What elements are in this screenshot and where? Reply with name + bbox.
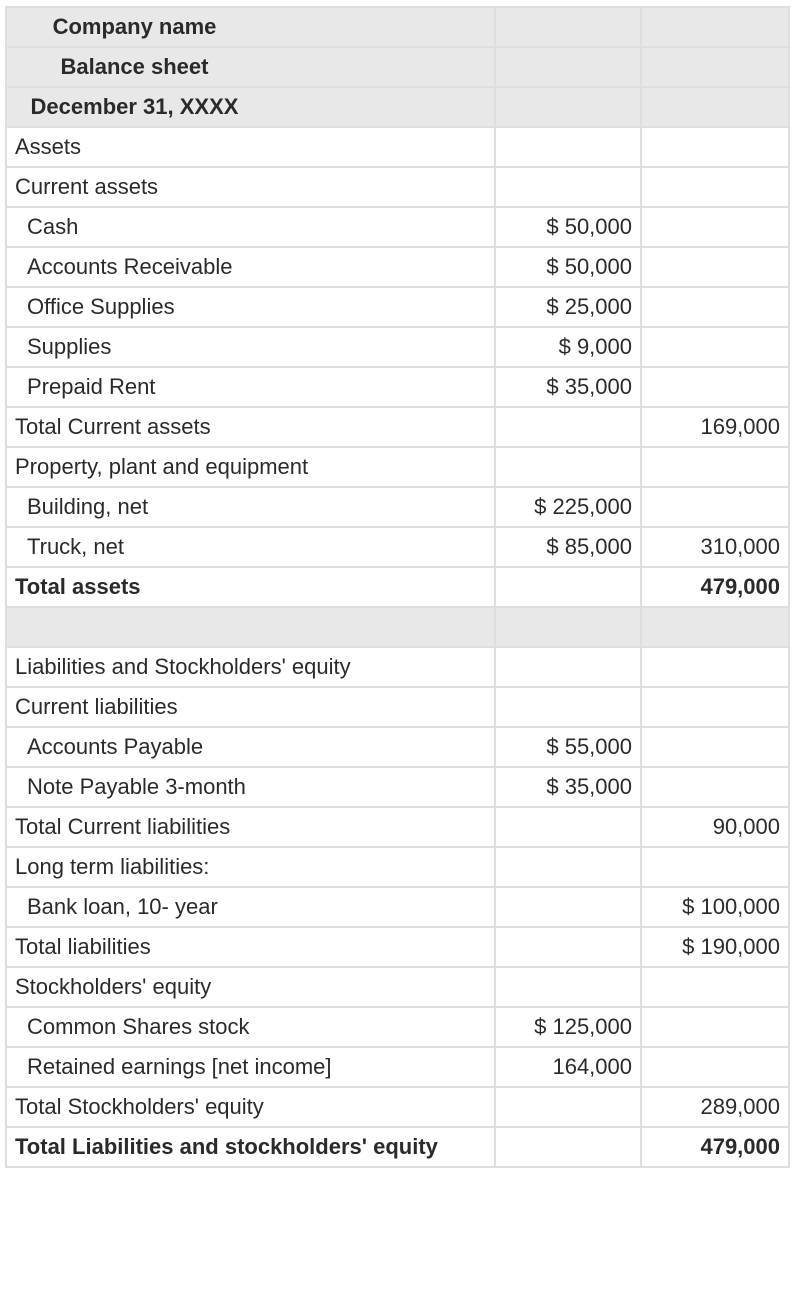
company-name: Company name bbox=[6, 7, 495, 47]
detail-amount: $ 85,000 bbox=[495, 527, 641, 567]
total-amount bbox=[641, 767, 789, 807]
balance-sheet bbox=[5, 6, 788, 1168]
detail-amount bbox=[495, 1127, 641, 1167]
row-label: Total Current liabilities bbox=[6, 807, 495, 847]
row-label: Prepaid Rent bbox=[6, 367, 495, 407]
header-row-company bbox=[6, 7, 789, 47]
detail-amount: $ 9,000 bbox=[495, 327, 641, 367]
total-amount bbox=[641, 207, 789, 247]
total-amount bbox=[641, 967, 789, 1007]
detail-amount bbox=[495, 687, 641, 727]
detail-amount bbox=[495, 127, 641, 167]
detail-amount bbox=[495, 167, 641, 207]
total-amount: 310,000 bbox=[641, 527, 789, 567]
detail-amount bbox=[495, 447, 641, 487]
row-label: Long term liabilities: bbox=[6, 847, 495, 887]
row-label: Truck, net bbox=[6, 527, 495, 567]
total-amount bbox=[641, 167, 789, 207]
table-row bbox=[6, 367, 789, 407]
row-label: Accounts Payable bbox=[6, 727, 495, 767]
detail-amount bbox=[495, 847, 641, 887]
total-amount bbox=[641, 847, 789, 887]
row-label: Total assets bbox=[6, 567, 495, 607]
detail-amount bbox=[495, 807, 641, 847]
total-amount: $ 100,000 bbox=[641, 887, 789, 927]
total-amount bbox=[641, 287, 789, 327]
row-label bbox=[6, 607, 495, 647]
row-label: Assets bbox=[6, 127, 495, 167]
sheet-date: December 31, XXXX bbox=[6, 87, 495, 127]
row-label: Common Shares stock bbox=[6, 1007, 495, 1047]
table-row bbox=[6, 767, 789, 807]
row-label: Bank loan, 10- year bbox=[6, 887, 495, 927]
row-label: Office Supplies bbox=[6, 287, 495, 327]
total-amount bbox=[641, 1047, 789, 1087]
row-label: Total Stockholders' equity bbox=[6, 1087, 495, 1127]
total-amount bbox=[641, 687, 789, 727]
table-row bbox=[6, 407, 789, 447]
table-row bbox=[6, 847, 789, 887]
total-amount: $ 190,000 bbox=[641, 927, 789, 967]
detail-amount bbox=[495, 927, 641, 967]
header-row-date bbox=[6, 87, 789, 127]
table-row bbox=[6, 1127, 789, 1167]
table-row bbox=[6, 607, 789, 647]
header-cell bbox=[495, 47, 641, 87]
row-label: Total Current assets bbox=[6, 407, 495, 447]
row-label: Accounts Receivable bbox=[6, 247, 495, 287]
total-amount bbox=[641, 647, 789, 687]
total-amount bbox=[641, 327, 789, 367]
total-amount bbox=[641, 727, 789, 767]
table-row bbox=[6, 687, 789, 727]
row-label: Current assets bbox=[6, 167, 495, 207]
header-cell bbox=[641, 87, 789, 127]
table-row bbox=[6, 327, 789, 367]
detail-amount bbox=[495, 887, 641, 927]
row-label: Total Liabilities and stockholders' equity bbox=[6, 1127, 495, 1167]
total-amount bbox=[641, 1007, 789, 1047]
row-label: Liabilities and Stockholders' equity bbox=[6, 647, 495, 687]
total-amount: 169,000 bbox=[641, 407, 789, 447]
total-amount: 479,000 bbox=[641, 567, 789, 607]
total-amount: 90,000 bbox=[641, 807, 789, 847]
total-amount bbox=[641, 247, 789, 287]
header-row-title bbox=[6, 47, 789, 87]
table-row bbox=[6, 727, 789, 767]
table-row bbox=[6, 567, 789, 607]
detail-amount bbox=[495, 567, 641, 607]
table-row bbox=[6, 647, 789, 687]
table-row bbox=[6, 1007, 789, 1047]
table-row bbox=[6, 1087, 789, 1127]
row-label: Note Payable 3-month bbox=[6, 767, 495, 807]
total-amount: 479,000 bbox=[641, 1127, 789, 1167]
header-cell bbox=[641, 47, 789, 87]
row-label: Current liabilities bbox=[6, 687, 495, 727]
total-amount bbox=[641, 127, 789, 167]
row-label: Property, plant and equipment bbox=[6, 447, 495, 487]
table-row bbox=[6, 247, 789, 287]
row-label: Building, net bbox=[6, 487, 495, 527]
detail-amount: $ 125,000 bbox=[495, 1007, 641, 1047]
detail-amount: $ 35,000 bbox=[495, 767, 641, 807]
balance-sheet-table bbox=[5, 6, 790, 1168]
header-cell bbox=[495, 87, 641, 127]
table-row bbox=[6, 967, 789, 1007]
table-row bbox=[6, 1047, 789, 1087]
table-row bbox=[6, 887, 789, 927]
table-row bbox=[6, 487, 789, 527]
detail-amount bbox=[495, 1087, 641, 1127]
table-row bbox=[6, 447, 789, 487]
row-label: Retained earnings [net income] bbox=[6, 1047, 495, 1087]
row-label: Cash bbox=[6, 207, 495, 247]
table-row bbox=[6, 927, 789, 967]
sheet-title: Balance sheet bbox=[6, 47, 495, 87]
total-amount bbox=[641, 367, 789, 407]
detail-amount: $ 55,000 bbox=[495, 727, 641, 767]
header-cell bbox=[641, 7, 789, 47]
total-amount bbox=[641, 447, 789, 487]
total-amount: 289,000 bbox=[641, 1087, 789, 1127]
row-label: Supplies bbox=[6, 327, 495, 367]
table-row bbox=[6, 287, 789, 327]
detail-amount: $ 225,000 bbox=[495, 487, 641, 527]
total-amount bbox=[641, 487, 789, 527]
detail-amount bbox=[495, 607, 641, 647]
table-row bbox=[6, 207, 789, 247]
detail-amount bbox=[495, 407, 641, 447]
detail-amount: 164,000 bbox=[495, 1047, 641, 1087]
table-row bbox=[6, 127, 789, 167]
table-row bbox=[6, 527, 789, 567]
detail-amount: $ 50,000 bbox=[495, 207, 641, 247]
total-amount bbox=[641, 607, 789, 647]
detail-amount bbox=[495, 647, 641, 687]
detail-amount: $ 35,000 bbox=[495, 367, 641, 407]
detail-amount bbox=[495, 967, 641, 1007]
row-label: Total liabilities bbox=[6, 927, 495, 967]
detail-amount: $ 50,000 bbox=[495, 247, 641, 287]
header-cell bbox=[495, 7, 641, 47]
table-row bbox=[6, 167, 789, 207]
detail-amount: $ 25,000 bbox=[495, 287, 641, 327]
table-row bbox=[6, 807, 789, 847]
row-label: Stockholders' equity bbox=[6, 967, 495, 1007]
